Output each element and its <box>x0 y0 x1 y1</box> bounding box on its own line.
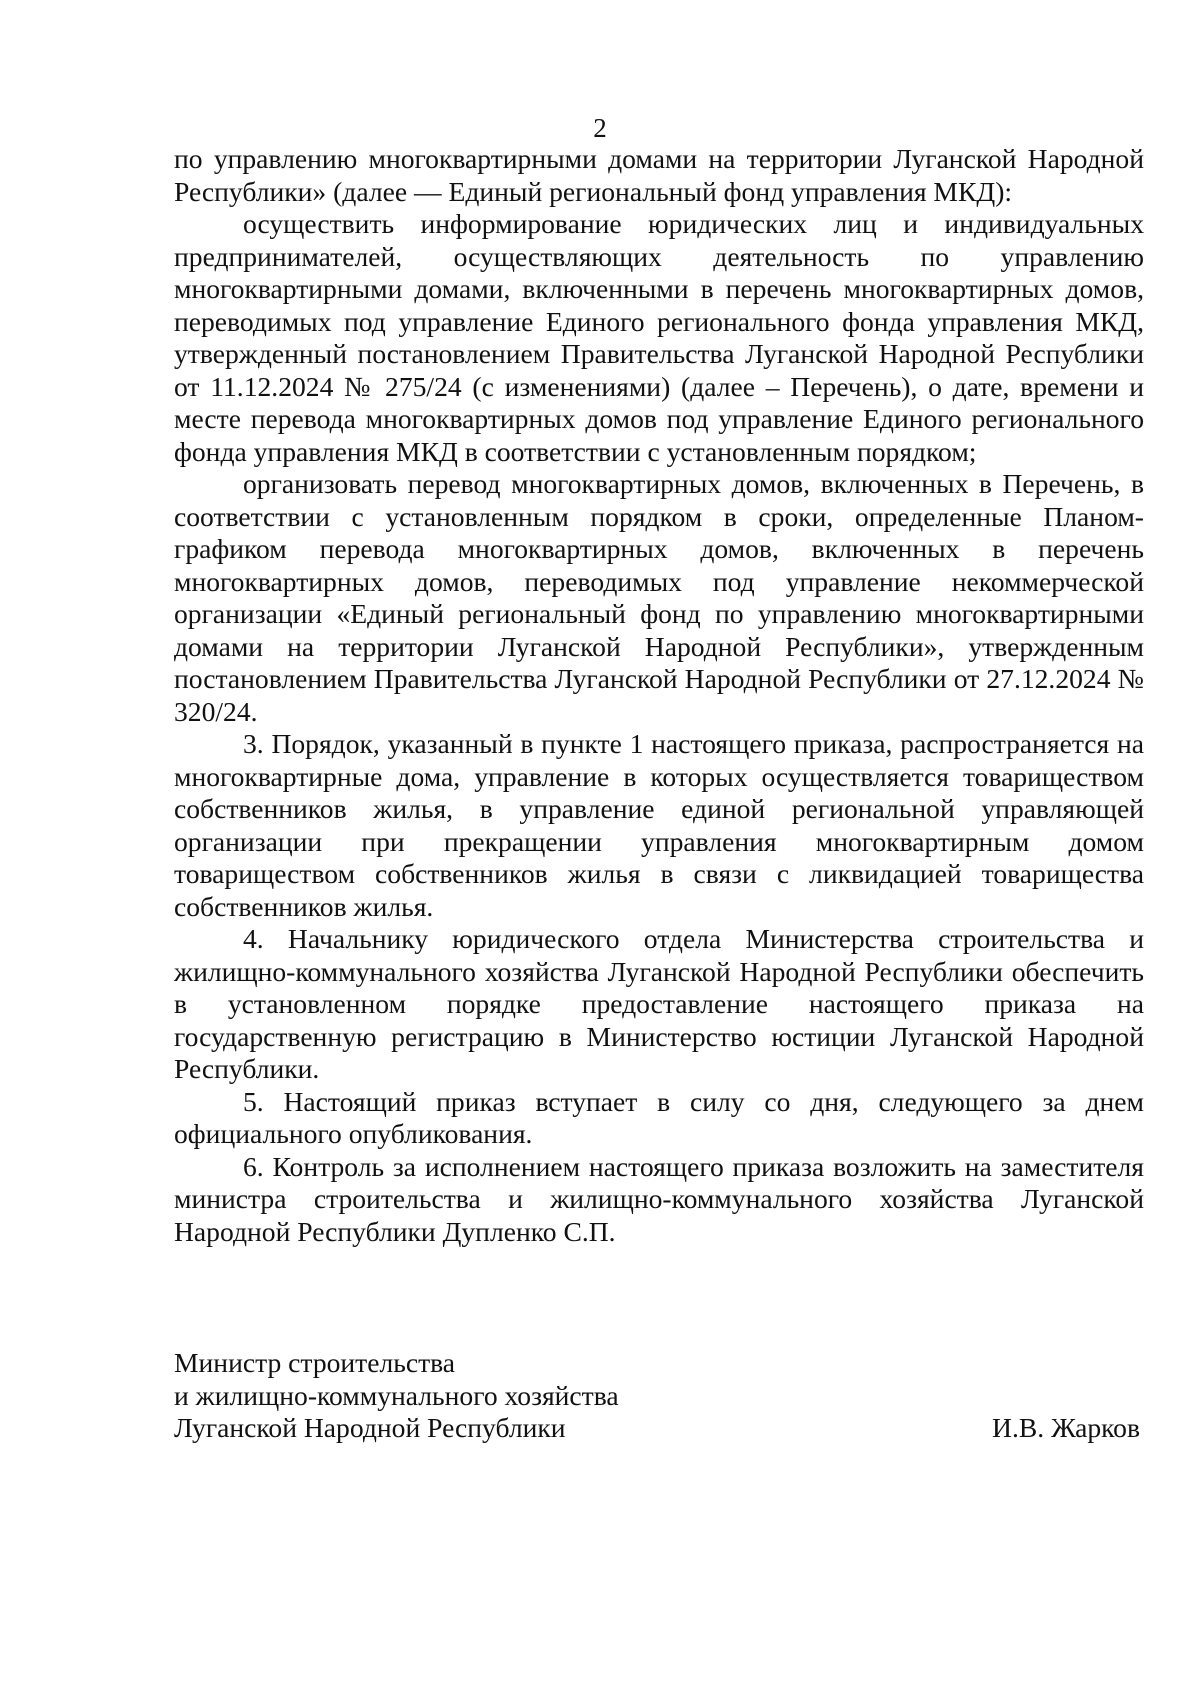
signature-block <box>174 1347 1144 1445</box>
signature-line <box>174 1412 1144 1445</box>
paragraph-organize-transfer: организовать перевод многоквартирных домов, включенных в Перечень, в соответствии с установленным порядком в сроки, определенные Планом-графиком перевода многоквартирных домов, включенных в перечень многоквартирных домов, переводимых под управление некоммерческой организации «Единый региональный фонд по управлению многоквартирными домами на территории Луганской Народной Республики», утвержденным постановлением Правительства Луганской Народной Республики от 27.12.2024 № 320/24. <box>174 468 1144 727</box>
document-body <box>174 143 1144 1248</box>
signatory-title-line-1: Министр строительства <box>174 1347 456 1378</box>
page-number: 2 <box>593 113 607 143</box>
paragraph-inform: осуществить информирование юридических лиц и индивидуальных предпринимателей, осуществляющих деятельность по управлению многоквартирными домами, включенными в перечень многоквартирных домов, переводимых под управление Единого регионального фонда управления МКД, утвержденный постановлением Правительства Луганской Народной Республики от 11.12.2024 № 275/24 (с изменениями) (далее – Перечень), о дате, времени и месте перевода многоквартирных домов под управление Единого регионального фонда управления МКД в соответствии с установленным порядком; <box>174 208 1144 467</box>
signatory-title-line-2: и жилищно-коммунального хозяйства <box>174 1379 619 1411</box>
paragraph-intro-continuation: по управлению многоквартирными домами на территории Луганской Народной Республики» (далее — Единый региональный фонд управления МКД): <box>174 143 1144 207</box>
paragraph-item-5: 5. Настоящий приказ вступает в силу со дня, следующего за днем официального опубликования. <box>174 1085 1144 1149</box>
signatory-title-line-3: Луганской Народной Республики <box>174 1412 566 1443</box>
signatory-name: И.В. Жарков <box>992 1412 1140 1443</box>
paragraph-item-3: 3. Порядок, указанный в пункте 1 настоящего приказа, распространяется на многоквартирные дома, управление в которых осуществляется товариществом собственников жилья, в управление единой региональной управляющей организации при прекращении управления многоквартирным домом товариществом собственников жилья в связи с ликвидацией товарищества собственников жилья. <box>174 728 1144 922</box>
paragraph-item-6: 6. Контроль за исполнением настоящего приказа возложить на заместителя министра строительства и жилищно-коммунального хозяйства Луганской Народной Республики Дупленко С.П. <box>174 1150 1144 1247</box>
paragraph-item-4: 4. Начальнику юридического отдела Министерства строительства и жилищно-коммунального хозяйства Луганской Народной Республики обеспечить в установленном порядке предоставление настоящего приказа на государственную регистрацию в Министерство юстиции Луганской Народной Республики. <box>174 923 1144 1084</box>
